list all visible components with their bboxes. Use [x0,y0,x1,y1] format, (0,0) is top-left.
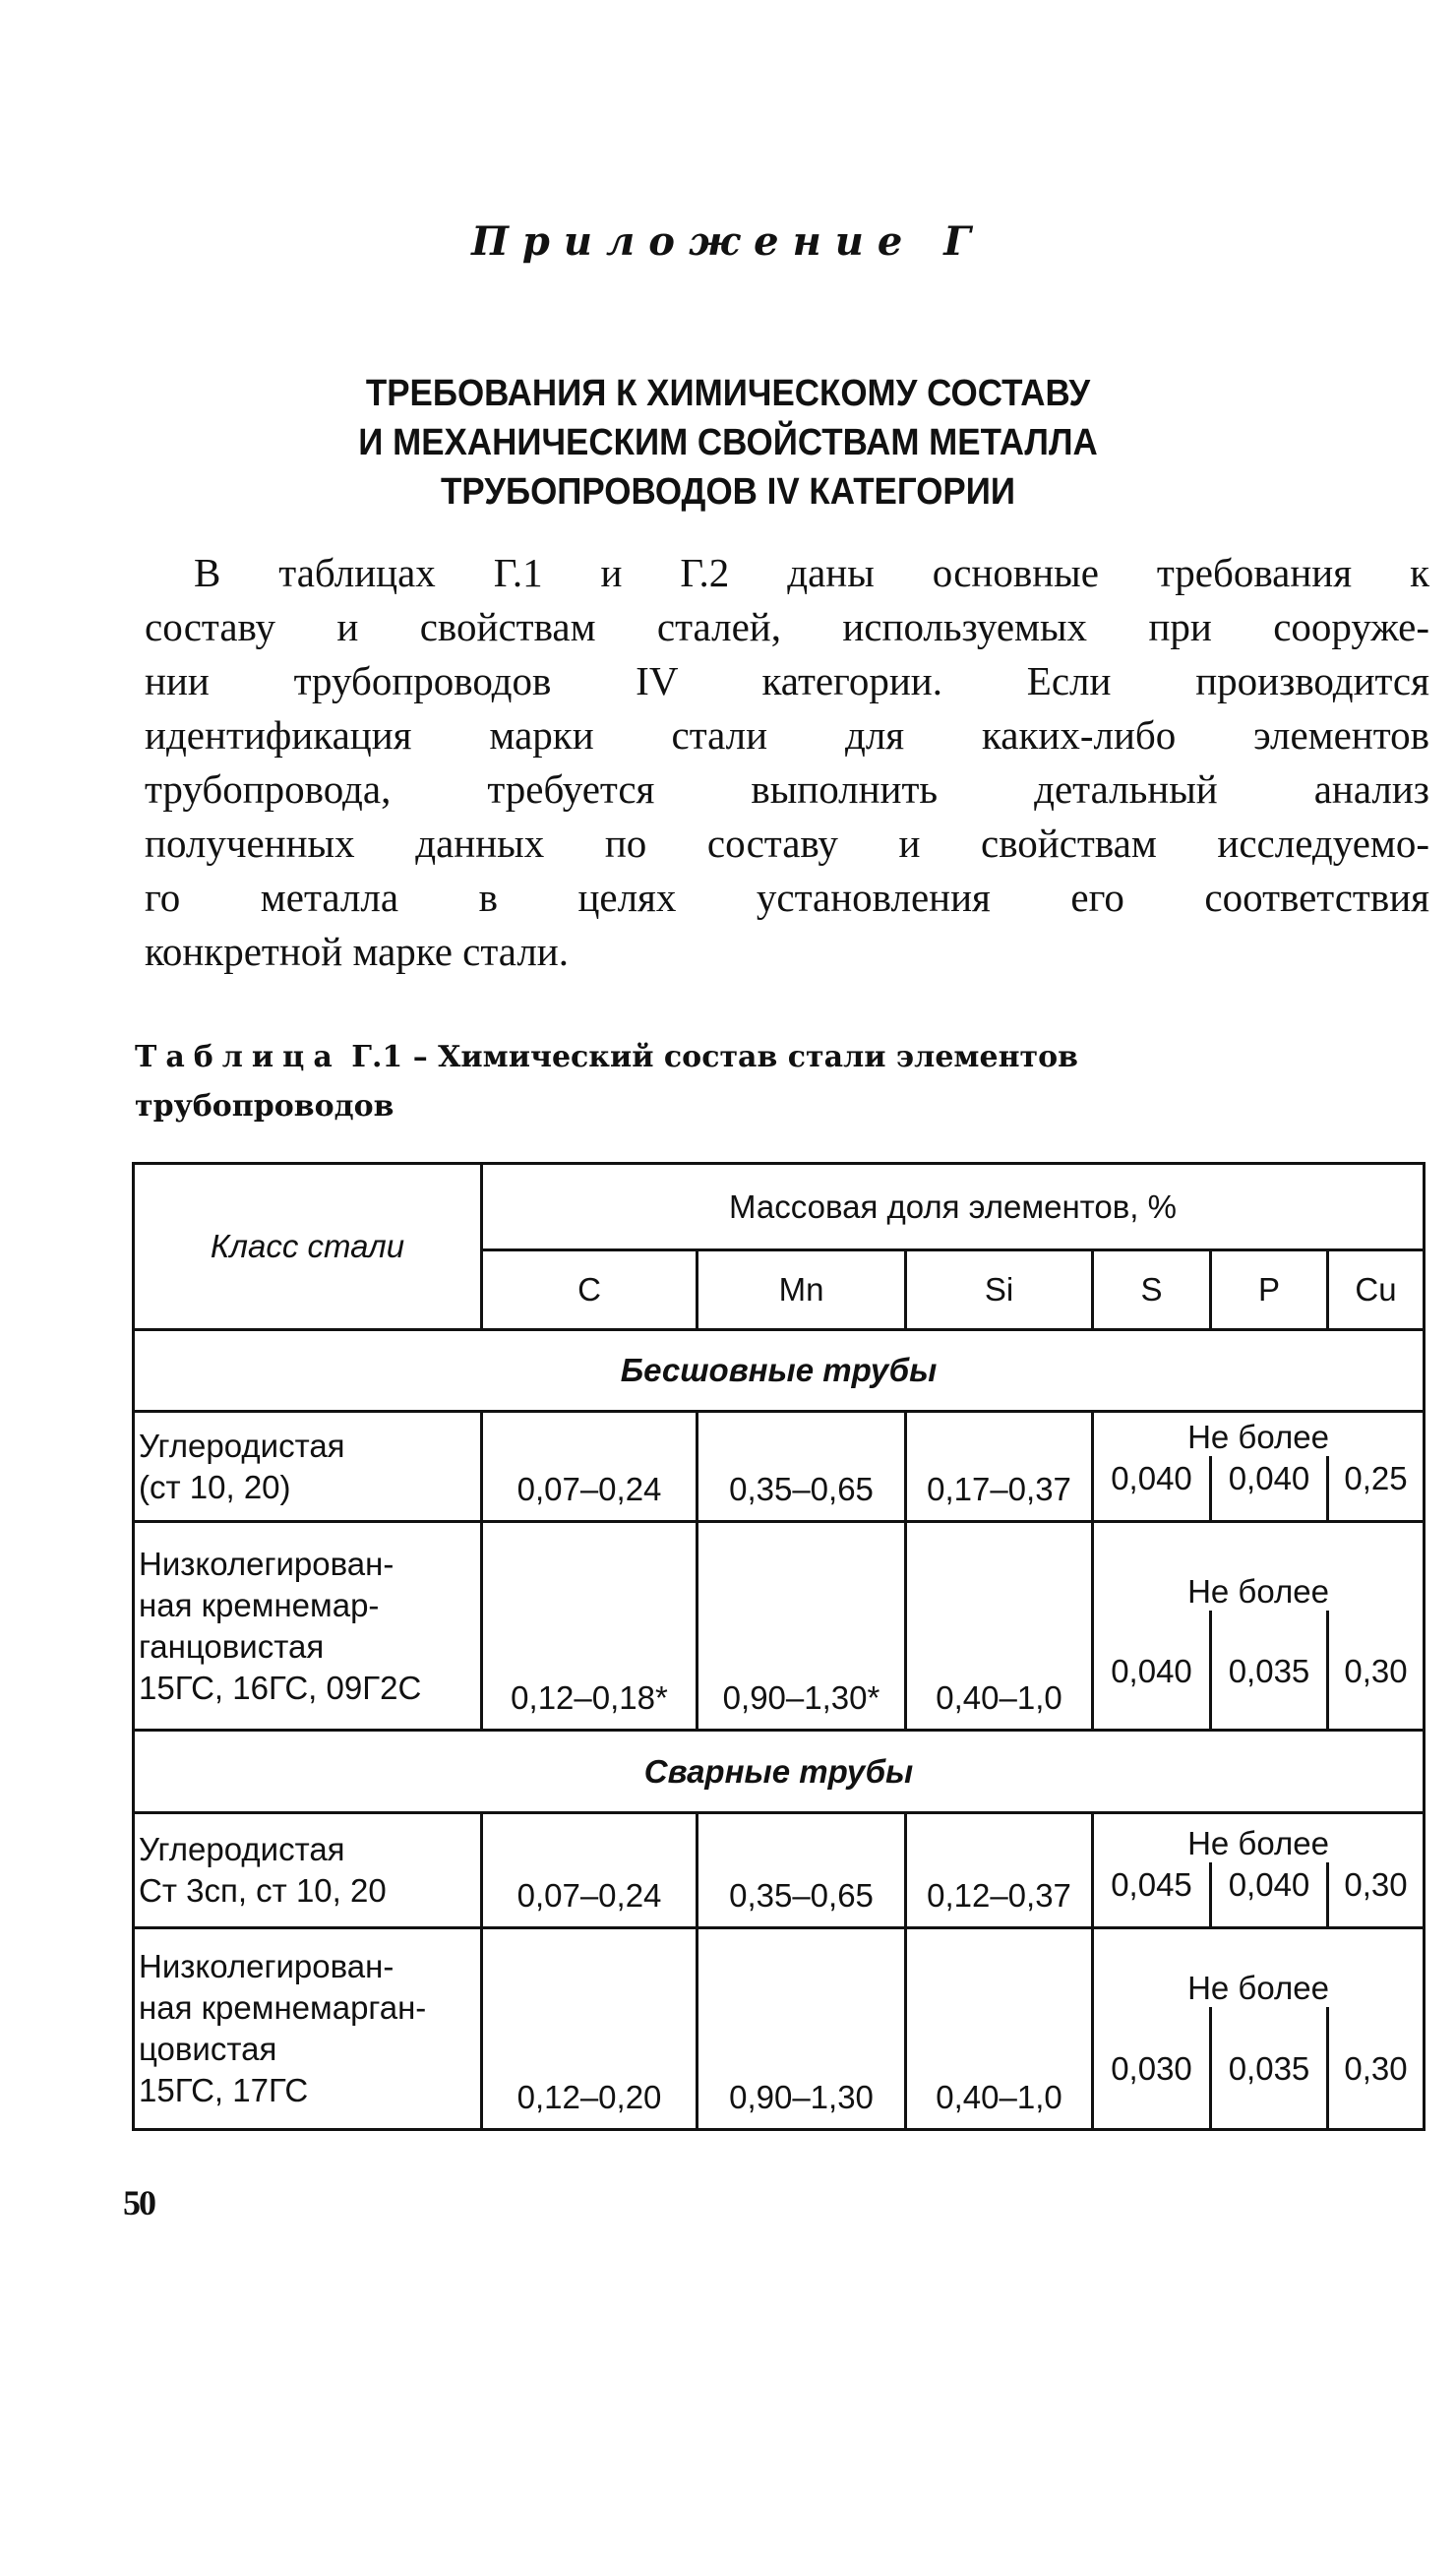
steel-class-line: ганцовистая [139,1627,325,1665]
steel-class-line: Ст 3сп, ст 10, 20 [139,1872,387,1909]
value-cu: 0,30 [1328,2007,1425,2130]
value-s: 0,040 [1093,1456,1211,1522]
column-header: S [1093,1250,1211,1330]
value-p: 0,040 [1211,1862,1328,1928]
appendix-title: Приложение Г [471,218,985,265]
paragraph-line: конкретной марке стали. [145,929,569,974]
steel-class-cell [134,1928,482,2130]
section-title: Бесшовные трубы [134,1330,1425,1412]
value-mn: 0,90–1,30* [698,1522,906,1731]
steel-class-cell [134,1813,482,1928]
table-row [134,1928,1425,2007]
steel-class-line: цовистая [139,2031,277,2067]
table-row [134,1522,1425,1611]
value-c: 0,12–0,20 [482,1928,698,2130]
max-limit-note: Не более [1093,1412,1425,1456]
paragraph-line: нии трубопроводов IV категории. Если производится [145,658,1429,703]
heading-line: И МЕХАНИЧЕСКИМ СВОЙСТВАМ МЕТАЛЛА [358,422,1098,463]
steel-class-cell [134,1412,482,1522]
intro-paragraph [145,546,1429,979]
column-header: P [1211,1250,1328,1330]
max-limit-note: Не более [1093,1928,1425,2007]
steel-class-line: (ст 10, 20) [139,1468,291,1505]
steel-class-line: ная кремнемар- [139,1586,380,1623]
section-title: Сварные трубы [134,1731,1425,1813]
value-c: 0,07–0,24 [482,1813,698,1928]
value-si: 0,17–0,37 [906,1412,1093,1522]
group-header: Массовая доля элементов, % [482,1164,1425,1250]
value-s: 0,040 [1093,1611,1211,1731]
value-cu: 0,30 [1328,1611,1425,1731]
steel-class-line: 15ГС, 17ГС [139,2072,309,2108]
paragraph-line: В таблицах Г.1 и Г.2 даны основные требования к [194,550,1429,595]
value-cu: 0,25 [1328,1456,1425,1522]
max-limit-note: Не более [1093,1813,1425,1862]
column-header: Mn [698,1250,906,1330]
value-c: 0,07–0,24 [482,1412,698,1522]
value-c: 0,12–0,18* [482,1522,698,1731]
page-number: 50 [123,2183,154,2222]
value-p: 0,035 [1211,2007,1328,2130]
value-si: 0,12–0,37 [906,1813,1093,1928]
steel-class-line: Низколегирован- [139,1948,394,1984]
value-p: 0,040 [1211,1456,1328,1522]
chemical-composition-table [132,1162,1426,2131]
value-s: 0,045 [1093,1862,1211,1928]
caption-text-line2: трубопроводов [135,1089,394,1124]
column-header: Cu [1328,1250,1425,1330]
paragraph-line: составу и свойствам сталей, используемых при сооруже- [145,604,1429,649]
table-row [134,1412,1425,1456]
steel-class-line: ная кремнемарган- [139,1989,427,2026]
column-header: C [482,1250,698,1330]
steel-class-line: Углеродистая [139,1831,345,1867]
max-limit-note: Не более [1093,1522,1425,1611]
steel-class-line: 15ГС, 16ГС, 09Г2С [139,1669,422,1706]
heading-line: ТРУБОПРОВОДОВ IV КАТЕГОРИИ [440,471,1015,513]
steel-class-cell [134,1522,482,1731]
paragraph-line: полученных данных по составу и свойствам исследуемо- [145,821,1429,866]
value-cu: 0,30 [1328,1862,1425,1928]
value-s: 0,030 [1093,2007,1211,2130]
value-mn: 0,90–1,30 [698,1928,906,2130]
heading-line: ТРЕБОВАНИЯ К ХИМИЧЕСКОМУ СОСТАВУ [365,373,1091,414]
paragraph-line: трубопровода, требуется выполнить детальный анализ [145,766,1429,812]
value-mn: 0,35–0,65 [698,1813,906,1928]
class-header: Класс стали [134,1164,482,1330]
value-mn: 0,35–0,65 [698,1412,906,1522]
value-p: 0,035 [1211,1611,1328,1731]
column-header: Si [906,1250,1093,1330]
value-si: 0,40–1,0 [906,1928,1093,2130]
steel-class-line: Углеродистая [139,1427,345,1464]
paragraph-line: идентификация марки стали для каких-либо элементов [145,712,1429,758]
table-caption [135,1033,1433,1131]
value-si: 0,40–1,0 [906,1522,1093,1731]
table-row [134,1813,1425,1862]
section-heading [58,369,1398,517]
steel-class-line: Низколегирован- [139,1545,394,1582]
caption-label: Таблица [135,1040,341,1074]
paragraph-line: го металла в целях установления его соответствия [145,875,1429,920]
caption-text: Г.1 – Химический состав стали элементов [351,1040,1078,1074]
